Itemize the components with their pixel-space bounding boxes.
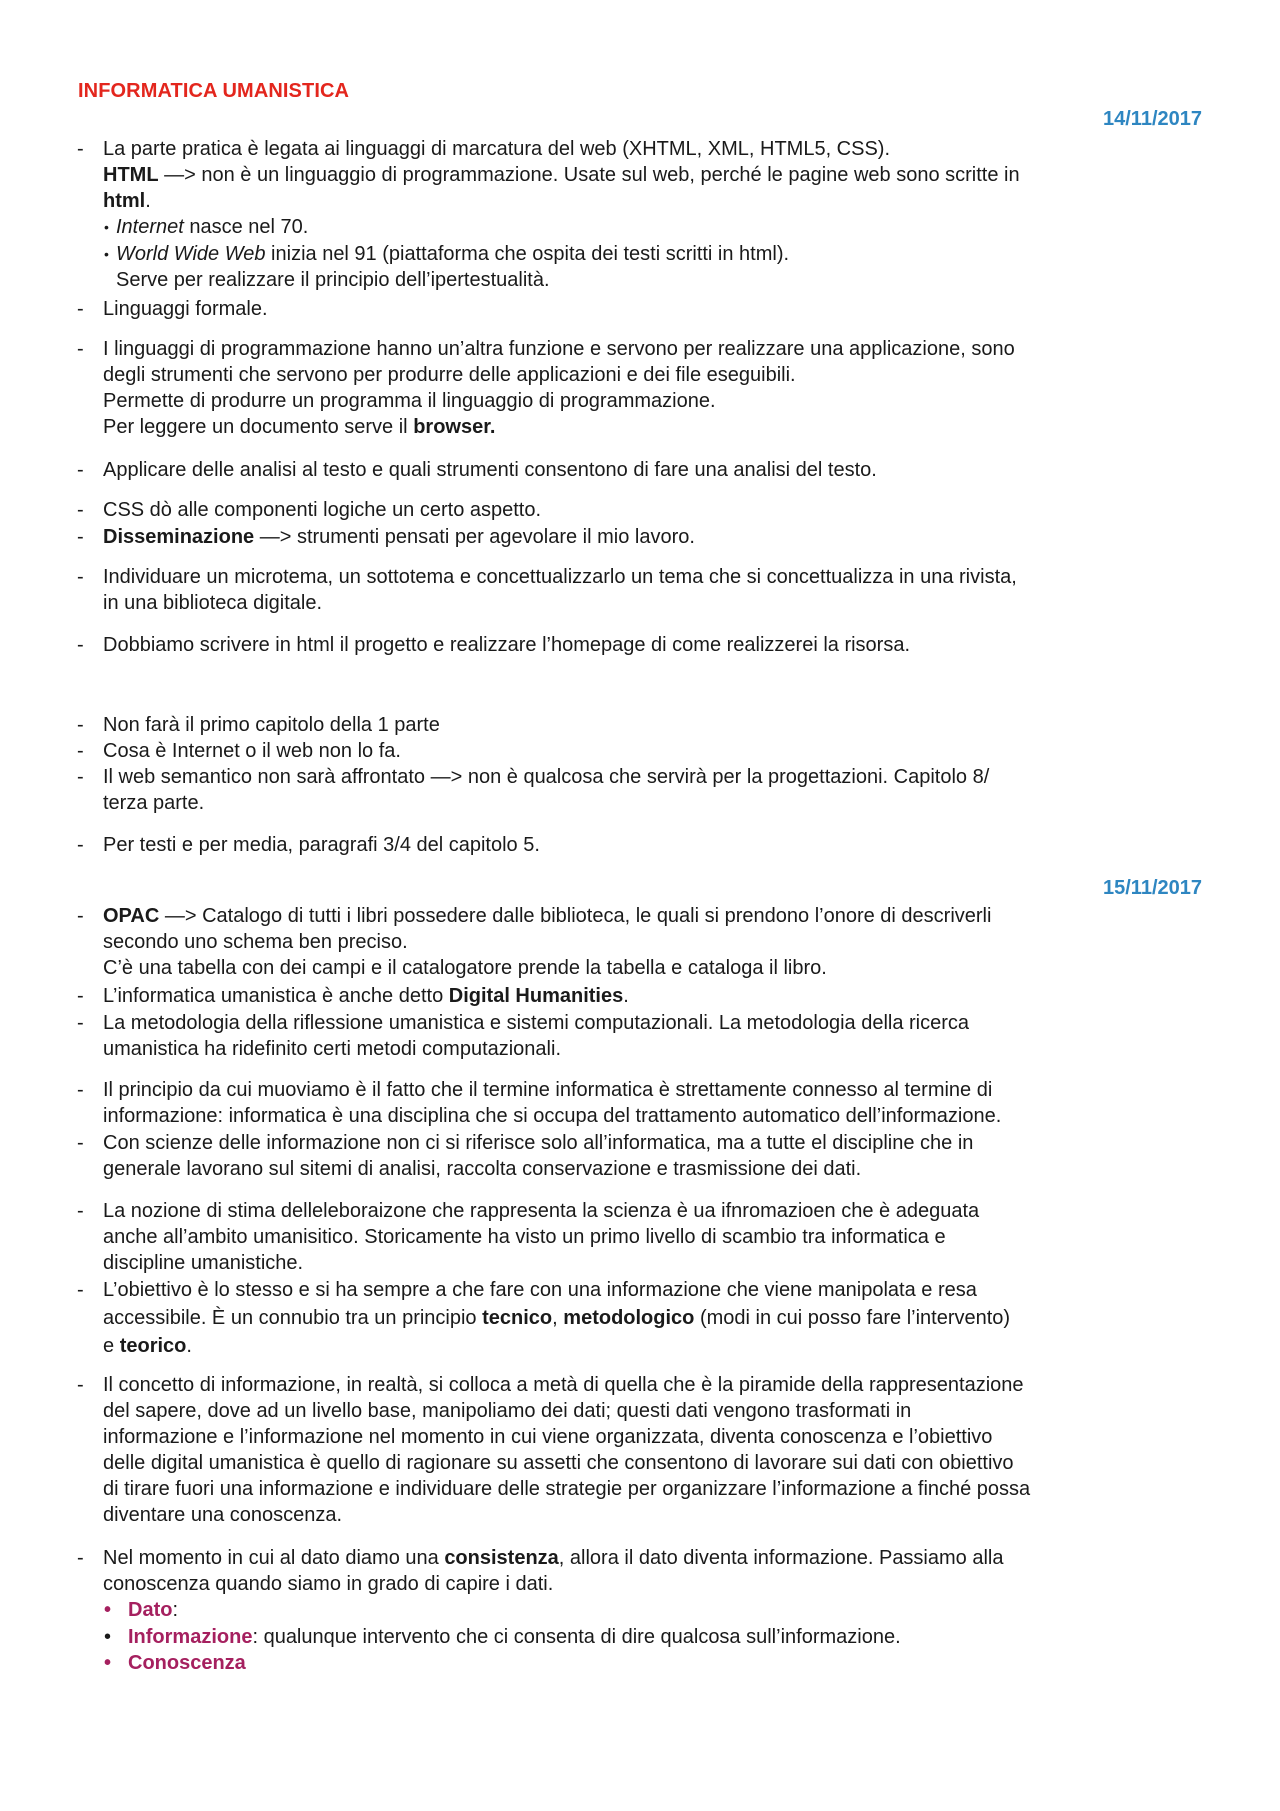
list-item: - L’informatica umanistica è anche detto Digital Humanities. [77, 985, 629, 1007]
list-item: - Il web semantico non sarà affrontato —> non è qualcosa che servirà per la progettazioni. Capitolo 8/ terza parte. [77, 766, 990, 814]
document-title: INFORMATICA UMANISTICA [78, 80, 350, 102]
list-item: - Applicare delle analisi al testo e quali strumenti consentono di fare una analisi del testo. [77, 459, 877, 481]
list-item: - Cosa è Internet o il web non lo fa. [77, 740, 401, 762]
list-item: - L’obiettivo è lo stesso e si ha sempre a che fare con una informazione che viene manipolata e resa accessibile. È un connubio tra un principio tecnico, metodologico (modi in cui posso fare l’intervento) e teorico. [77, 1279, 1011, 1357]
sub-list-item: Serve per realizzare il principio dell’ipertestualità. [116, 269, 550, 291]
sub-list-item: • Informazione: qualunque intervento che ci consenta di dire qualcosa sull’informazione. [104, 1626, 901, 1648]
list-item: - Con scienze delle informazione non ci si riferisce solo all’informatica, ma a tutte el discipline che in generale lavorano sul sitemi di analisi, raccolta conservazione e trasmissione dei dati. [77, 1132, 974, 1180]
date-heading: 14/11/2017 [1103, 108, 1202, 130]
list-item: - I linguaggi di programmazione hanno un’altra funzione e servono per realizzare una applicazione, sono degli strumenti che servono per produrre delle applicazioni e dei file eseguibili. Permette di produrre un programma il linguaggio di programmazione. Per leggere un documento serve il browser. [77, 338, 1015, 438]
list-item: - Disseminazione —> strumenti pensati per agevolare il mio lavoro. [77, 526, 695, 548]
list-item: - La metodologia della riflessione umanistica e sistemi computazionali. La metodologia della ricerca umanistica ha ridefinito certi metodi computazionali. [77, 1012, 970, 1060]
list-item: - Il concetto di informazione, in realtà, si colloca a metà di quella che è la piramide della rappresentazione del sapere, dove ad un livello base, manipoliamo dei dati; questi dati vengono trasformati in informazione e l’informazione nel momento in cui viene organizzata, diventa conoscenza e l’obiettivo delle digital umanistica è quello di ragionare su assetti che consentono di lavorare sui dati con obiettivo di tirare fuori una informazione e individuare delle strategie per organizzare l’informazione a finché possa diventare una conoscenza. [77, 1374, 1031, 1526]
list-item: - La nozione di stima delleleboraizone che rappresenta la scienza è ua ifnromazioen che è adeguata anche all’ambito umanisitico. Storicamente ha visto un primo livello di scambio tra informatica e discipline umanistiche. [77, 1200, 980, 1274]
list-item: - Linguaggi formale. [77, 298, 268, 320]
list-item: - La parte pratica è legata ai linguaggi di marcatura del web (XHTML, XML, HTML5, CSS). HTML —> non è un linguaggio di programmazione. Usate sul web, perché le pagine web sono scritte in html. [77, 138, 1020, 212]
date-heading: 15/11/2017 [1103, 877, 1202, 899]
list-item: - CSS dò alle componenti logiche un certo aspetto. [77, 499, 542, 521]
list-item: - OPAC —> Catalogo di tutti i libri possedere dalle biblioteca, le quali si prendono l’onore di descriverli secondo uno schema ben preciso. C’è una tabella con dei campi e il catalogatore prende la tabella e cataloga il libro. [77, 905, 992, 979]
list-item: - Il principio da cui muoviamo è il fatto che il termine informatica è strettamente connesso al termine di informazione: informatica è una disciplina che si occupa del trattamento automatico dell’informazione. [77, 1079, 1002, 1127]
sub-list-item: • Conoscenza [104, 1652, 246, 1674]
list-item: - Dobbiamo scrivere in html il progetto e realizzare l’homepage di come realizzerei la risorsa. [77, 634, 911, 656]
list-item: - Per testi e per media, paragrafi 3/4 del capitolo 5. [77, 834, 540, 856]
sub-list-item: • Internet nasce nel 70. [104, 216, 309, 238]
list-item: - Nel momento in cui al dato diamo una consistenza, allora il dato diventa informazione. Passiamo alla conoscenza quando siamo in grado di capire i dati. [77, 1547, 1004, 1595]
sub-list-item: • Dato: [104, 1599, 179, 1621]
sub-list-item: • World Wide Web inizia nel 91 (piattaforma che ospita dei testi scritti in html). [104, 243, 790, 265]
list-item: - Non farà il primo capitolo della 1 parte [77, 714, 440, 736]
list-item: - Individuare un microtema, un sottotema e concettualizzarlo un tema che si concettualizza in una rivista, in una biblioteca digitale. [77, 566, 1017, 614]
